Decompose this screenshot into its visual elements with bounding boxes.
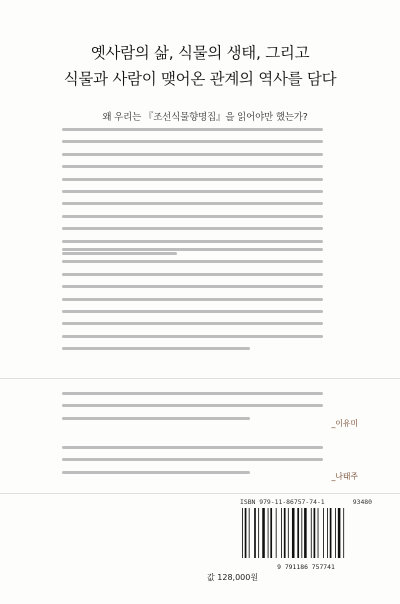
text-line-placeholder <box>62 310 323 313</box>
text-line-placeholder <box>62 140 323 143</box>
text-line-placeholder <box>62 190 323 193</box>
text-line-placeholder <box>62 273 323 276</box>
barcode-bar <box>301 508 302 558</box>
barcode-bar <box>249 508 250 558</box>
barcode-bar <box>314 508 316 558</box>
text-line-placeholder <box>62 227 323 230</box>
recommendation-2-author: _나태주 <box>331 472 358 481</box>
text-line-placeholder <box>62 347 250 350</box>
text-line-placeholder <box>62 178 323 181</box>
barcode-bar <box>311 508 312 558</box>
cover-heading <box>30 40 370 92</box>
divider <box>0 378 400 379</box>
barcode-bar <box>258 508 259 558</box>
text-line-placeholder <box>62 215 323 218</box>
isbn-barcode <box>240 498 372 586</box>
barcode-bar <box>297 508 299 558</box>
barcode-bar <box>288 508 289 558</box>
barcode-bar <box>323 508 324 558</box>
heading-line-1: 옛사람의 삶, 식물의 생태, 그리고 <box>90 44 310 62</box>
barcode-bar <box>284 508 286 558</box>
barcode-bar <box>242 508 243 558</box>
bottom-divider <box>0 493 400 494</box>
barcode-bar <box>327 508 328 558</box>
section-question: 왜 우리는 『조선식물향명집』을 읽어야만 했는가? <box>102 112 308 123</box>
text-line-placeholder <box>62 153 323 156</box>
barcode-bar <box>292 508 295 558</box>
text-line-placeholder <box>62 392 323 395</box>
barcode-bar <box>338 508 341 558</box>
barcode-bar <box>270 508 272 558</box>
text-line-placeholder <box>62 248 323 251</box>
barcode-bar <box>281 508 282 558</box>
text-line-placeholder <box>62 260 323 263</box>
isbn-number: ISBN 979-11-86757-74-1 <box>240 498 325 506</box>
barcode-bar <box>330 508 332 558</box>
barcode-bar <box>335 508 336 558</box>
barcode-bar <box>343 508 344 558</box>
price-label: 값 128,000원 <box>207 573 259 582</box>
barcode-icon <box>240 508 372 558</box>
barcode-bar <box>318 508 319 558</box>
text-line-placeholder <box>62 298 323 301</box>
text-line-placeholder <box>62 322 323 325</box>
barcode-bar <box>245 508 247 558</box>
heading-line-2: 식물과 사람이 맺어온 관계의 역사를 담다 <box>63 70 337 88</box>
barcode-digits: 9 791186 757741 <box>277 563 335 571</box>
body-paragraph-2 <box>62 248 365 360</box>
barcode-bar <box>304 508 307 558</box>
recommendation-2 <box>62 446 365 483</box>
barcode-bar <box>276 508 277 558</box>
recommendation-1 <box>62 392 365 429</box>
text-line-placeholder <box>62 202 323 205</box>
barcode-bar <box>268 508 269 558</box>
barcode-bar <box>262 508 265 558</box>
body-paragraph-1 <box>62 128 365 264</box>
text-line-placeholder <box>62 285 323 288</box>
isbn-line <box>240 498 372 506</box>
text-line-placeholder <box>62 240 323 243</box>
barcode-bar <box>254 508 256 558</box>
text-line-placeholder <box>62 458 323 461</box>
isbn-addon: 93480 <box>352 498 372 506</box>
text-line-placeholder <box>62 404 323 407</box>
recommendation-1-author: _이유미 <box>331 419 358 428</box>
text-line-placeholder <box>62 417 250 420</box>
text-line-placeholder <box>62 471 250 474</box>
text-line-placeholder <box>62 446 323 449</box>
text-line-placeholder <box>62 128 323 131</box>
text-line-placeholder <box>62 165 323 168</box>
text-line-placeholder <box>62 335 323 338</box>
